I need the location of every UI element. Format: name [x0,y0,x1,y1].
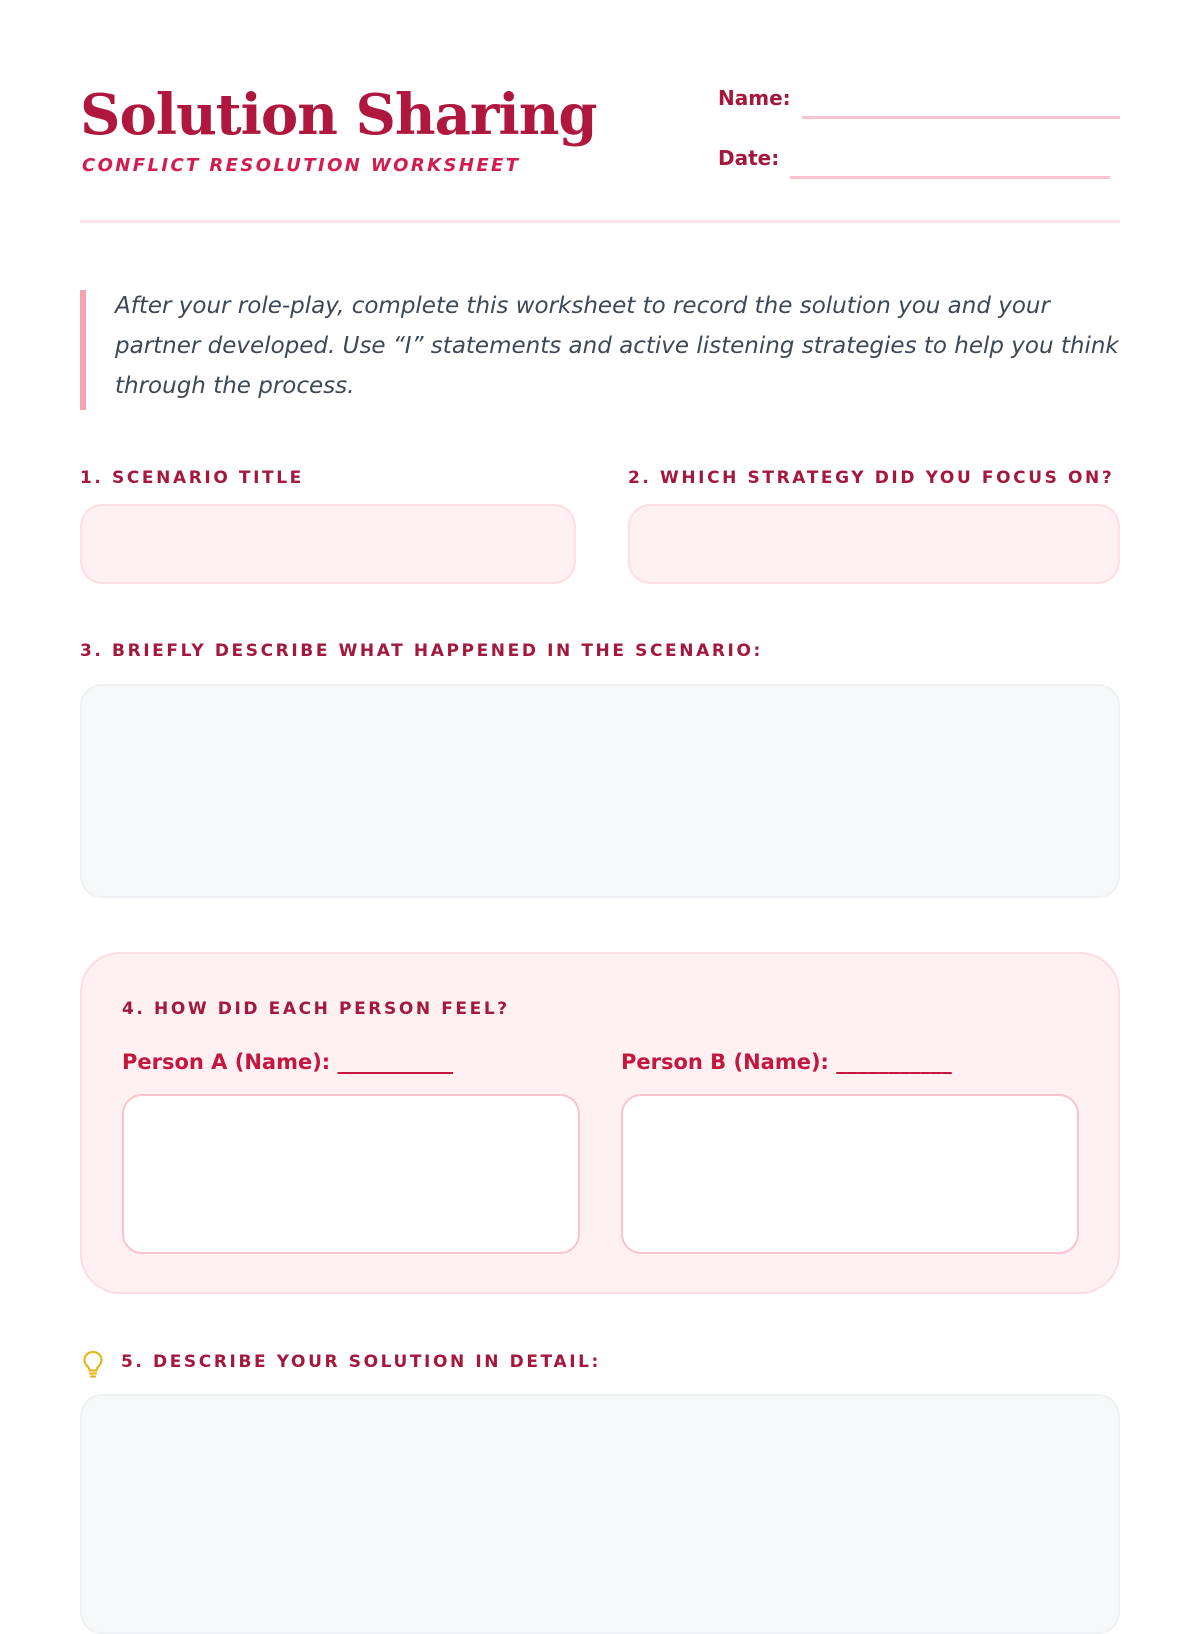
intro-callout [80,290,1120,410]
intro-text: After your role-play, complete this worksheet to record the solution you and your partner developed. Use “I” statements and active listening strategies to help you think through the process. [115,293,1119,399]
lightbulb-icon [82,1350,104,1378]
solution-field[interactable] [80,1394,1120,1634]
strategy-field[interactable] [628,504,1120,584]
scenario-description-field[interactable] [80,684,1120,898]
person-b-label: Person B (Name): ___________ [621,1050,952,1074]
feelings-panel [80,952,1120,1294]
person-b-feelings-field[interactable] [621,1094,1079,1254]
person-a-label: Person A (Name): ___________ [122,1050,454,1074]
page-title: Solution Sharing [80,82,597,148]
scenario-title-field[interactable] [80,504,576,584]
solution-label: 5. DESCRIBE YOUR SOLUTION IN DETAIL: [121,1352,601,1372]
header-divider [80,220,1120,223]
date-label: Date: [718,146,780,170]
name-label: Name: [718,86,791,110]
feelings-label: 4. HOW DID EACH PERSON FEEL? [122,999,510,1019]
scenario-title-label: 1. SCENARIO TITLE [80,468,304,488]
strategy-label: 2. WHICH STRATEGY DID YOU FOCUS ON? [628,468,1115,488]
person-a-feelings-field[interactable] [122,1094,580,1254]
scenario-description-label: 3. BRIEFLY DESCRIBE WHAT HAPPENED IN THE SCENARIO: [80,641,763,661]
name-field[interactable] [802,116,1120,119]
page-subtitle: CONFLICT RESOLUTION WORKSHEET [82,155,521,176]
date-field[interactable] [790,176,1110,179]
